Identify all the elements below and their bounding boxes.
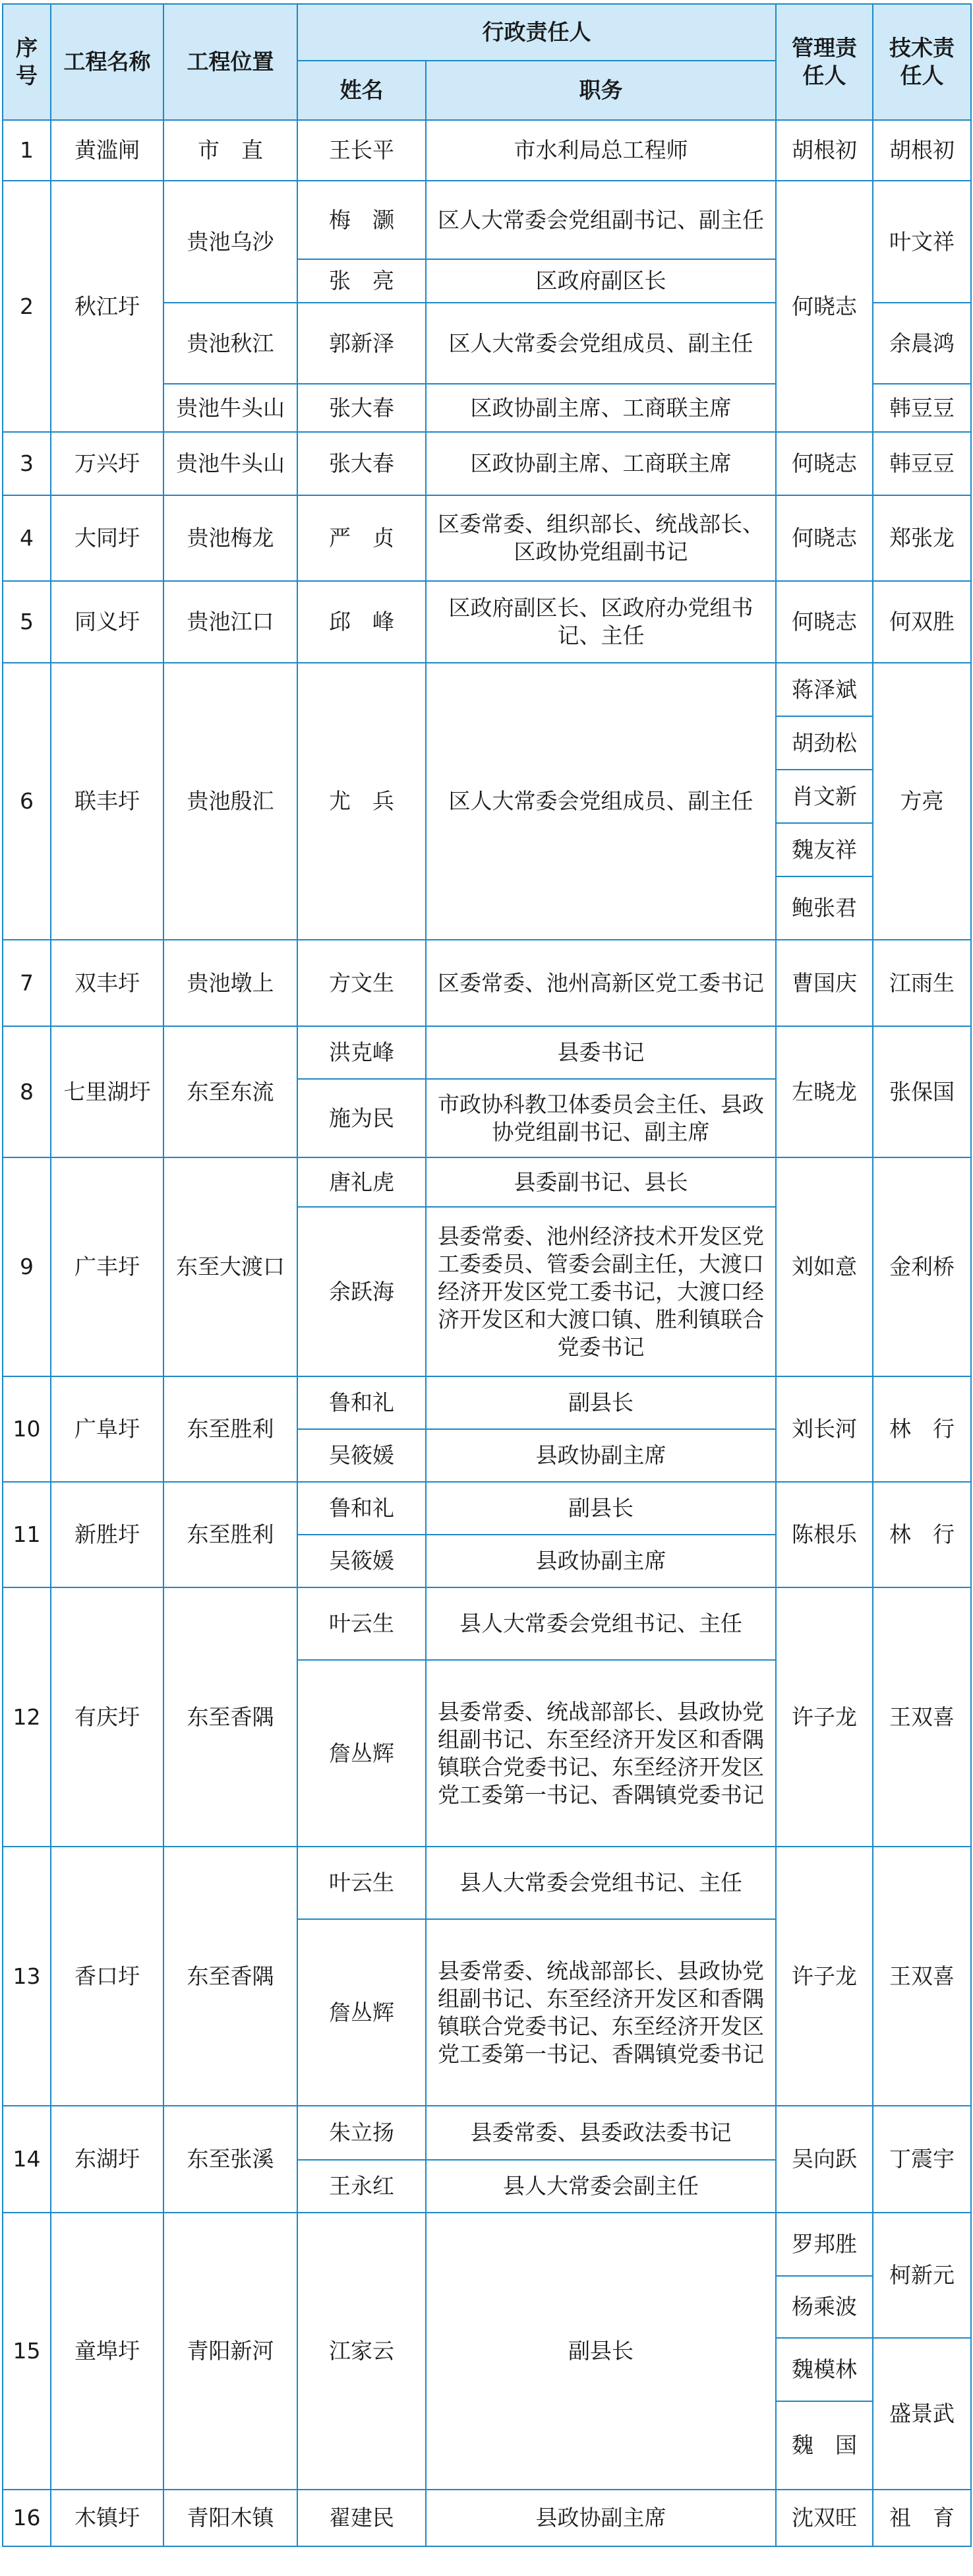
- cell-duty: 区政府副区长、区政府办党组书记、主任: [426, 581, 776, 663]
- cell-manager: 何晓志: [776, 581, 873, 663]
- cell-project-name: 东湖圩: [51, 2106, 163, 2213]
- cell-project-location: 贵池梅龙: [163, 495, 297, 581]
- cell-project-name: 万兴圩: [51, 432, 163, 495]
- cell-person-name: 叶云生: [297, 1847, 426, 1919]
- table-row: [3, 663, 971, 716]
- cell-person-name: 张 亮: [297, 259, 426, 303]
- cell-duty: 县人大常委会党组书记、主任: [426, 1847, 776, 1919]
- cell-person-name: 吴筱媛: [297, 1429, 426, 1482]
- cell-tech: 丁震宇: [873, 2106, 971, 2213]
- cell-manager: 魏 国: [776, 2401, 873, 2490]
- table-row: [3, 1157, 971, 1207]
- cell-manager: 罗邦胜: [776, 2213, 873, 2276]
- cell-manager: 杨乘波: [776, 2276, 873, 2338]
- cell-tech: 韩豆豆: [873, 432, 971, 495]
- cell-person-name: 王长平: [297, 120, 426, 181]
- cell-duty: 副县长: [426, 1482, 776, 1535]
- cell-person-name: 叶云生: [297, 1587, 426, 1660]
- cell-project-location: 贵池秋江: [163, 303, 297, 384]
- header-tech-responsible: 技术责任人: [873, 4, 971, 120]
- cell-tech: 余晨鸿: [873, 303, 971, 384]
- cell-project-location: 贵池墩上: [163, 940, 297, 1026]
- cell-manager: 蒋泽斌: [776, 663, 873, 716]
- cell-tech: 王双喜: [873, 1847, 971, 2106]
- cell-seq: 9: [3, 1157, 51, 1376]
- cell-manager: 曹国庆: [776, 940, 873, 1026]
- cell-person-name: 王永红: [297, 2160, 426, 2213]
- header-person-name: 姓名: [297, 61, 426, 120]
- cell-duty: 市水利局总工程师: [426, 120, 776, 181]
- cell-project-name: 双丰圩: [51, 940, 163, 1026]
- header-row: [3, 4, 971, 61]
- cell-duty: 县人大常委会副主任: [426, 2160, 776, 2213]
- cell-manager: 魏模林: [776, 2338, 873, 2401]
- cell-seq: 1: [3, 120, 51, 181]
- table-row: [3, 120, 971, 181]
- header-project-name: 工程名称: [51, 4, 163, 120]
- cell-project-name: 广丰圩: [51, 1157, 163, 1376]
- cell-project-name: 同义圩: [51, 581, 163, 663]
- cell-project-location: 青阳木镇: [163, 2490, 297, 2546]
- table-row: [3, 1026, 971, 1079]
- cell-duty: 区委常委、组织部长、统战部长、区政协党组副书记: [426, 495, 776, 581]
- cell-tech: 张保国: [873, 1026, 971, 1157]
- cell-duty: 副县长: [426, 1376, 776, 1429]
- cell-project-location: 东至香隅: [163, 1847, 297, 2106]
- cell-duty: 区政协副主席、工商联主席: [426, 432, 776, 495]
- cell-seq: 7: [3, 940, 51, 1026]
- cell-seq: 4: [3, 495, 51, 581]
- cell-seq: 8: [3, 1026, 51, 1157]
- table-row: [3, 181, 971, 259]
- cell-tech: 祖 育: [873, 2490, 971, 2546]
- cell-seq: 11: [3, 1482, 51, 1587]
- cell-person-name: 张大春: [297, 384, 426, 432]
- header-admin-responsible: 行政责任人: [297, 4, 776, 61]
- table-row: [3, 1587, 971, 1660]
- cell-manager: 胡劲松: [776, 716, 873, 770]
- cell-duty: 县委常委、统战部部长、县政协党组副书记、东至经济开发区和香隅镇联合党委书记、东至经济开发区党工委第一书记、香隅镇党委书记: [426, 1660, 776, 1847]
- cell-manager: 何晓志: [776, 495, 873, 581]
- cell-duty: 县委书记: [426, 1026, 776, 1079]
- cell-person-name: 江家云: [297, 2213, 426, 2490]
- cell-tech: 郑张龙: [873, 495, 971, 581]
- cell-project-name: 黄滥闸: [51, 120, 163, 181]
- cell-person-name: 严 贞: [297, 495, 426, 581]
- cell-project-name: 新胜圩: [51, 1482, 163, 1587]
- cell-manager: 沈双旺: [776, 2490, 873, 2546]
- table-row: [3, 2106, 971, 2160]
- cell-seq: 6: [3, 663, 51, 940]
- cell-duty: 县政协副主席: [426, 1535, 776, 1587]
- cell-duty: 县委常委、池州经济技术开发区党工委委员、管委会副主任，大渡口经济开发区党工委书记，大渡口经济开发区和大渡口镇、胜利镇联合党委书记: [426, 1207, 776, 1376]
- cell-manager: 许子龙: [776, 1587, 873, 1847]
- header-duty: 职务: [426, 61, 776, 120]
- table-row: [3, 495, 971, 581]
- cell-project-name: 香口圩: [51, 1847, 163, 2106]
- table-row: [3, 1376, 971, 1429]
- cell-manager: 许子龙: [776, 1847, 873, 2106]
- responsibility-table-container: [2, 3, 972, 2547]
- cell-seq: 15: [3, 2213, 51, 2490]
- cell-duty: 区委常委、池州高新区党工委书记: [426, 940, 776, 1026]
- cell-person-name: 洪克峰: [297, 1026, 426, 1079]
- cell-person-name: 吴筱媛: [297, 1535, 426, 1587]
- table-row: [3, 581, 971, 663]
- header-seq: 序号: [3, 4, 51, 120]
- cell-duty: 区政协副主席、工商联主席: [426, 384, 776, 432]
- cell-manager: 肖文新: [776, 770, 873, 823]
- table-row: [3, 1482, 971, 1535]
- header-manager-responsible: 管理责任人: [776, 4, 873, 120]
- table-row: [3, 1847, 971, 1919]
- cell-seq: 16: [3, 2490, 51, 2546]
- cell-tech: 何双胜: [873, 581, 971, 663]
- cell-manager: 鲍张君: [776, 876, 873, 940]
- cell-project-name: 木镇圩: [51, 2490, 163, 2546]
- cell-tech: 柯新元: [873, 2213, 971, 2338]
- cell-project-name: 有庆圩: [51, 1587, 163, 1847]
- table-row: [3, 432, 971, 495]
- cell-manager: 刘长河: [776, 1376, 873, 1482]
- cell-seq: 13: [3, 1847, 51, 2106]
- cell-duty: 县委副书记、县长: [426, 1157, 776, 1207]
- cell-person-name: 尤 兵: [297, 663, 426, 940]
- cell-tech: 胡根初: [873, 120, 971, 181]
- cell-project-location: 东至东流: [163, 1026, 297, 1157]
- cell-project-name: 联丰圩: [51, 663, 163, 940]
- cell-person-name: 朱立扬: [297, 2106, 426, 2160]
- cell-person-name: 施为民: [297, 1079, 426, 1157]
- cell-project-location: 贵池牛头山: [163, 384, 297, 432]
- cell-manager: 胡根初: [776, 120, 873, 181]
- cell-seq: 2: [3, 181, 51, 432]
- cell-project-location: 东至张溪: [163, 2106, 297, 2213]
- cell-duty: 副县长: [426, 2213, 776, 2490]
- cell-duty: 区人大常委会党组成员、副主任: [426, 303, 776, 384]
- cell-manager: 陈根乐: [776, 1482, 873, 1587]
- cell-project-location: 东至大渡口: [163, 1157, 297, 1376]
- cell-seq: 3: [3, 432, 51, 495]
- cell-person-name: 詹丛辉: [297, 1919, 426, 2106]
- cell-tech: 方亮: [873, 663, 971, 940]
- cell-project-location: 贵池乌沙: [163, 181, 297, 303]
- cell-manager: 何晓志: [776, 432, 873, 495]
- table-body: [3, 120, 971, 2546]
- cell-project-location: 贵池江口: [163, 581, 297, 663]
- cell-seq: 10: [3, 1376, 51, 1482]
- cell-project-name: 童埠圩: [51, 2213, 163, 2490]
- cell-manager: 左晓龙: [776, 1026, 873, 1157]
- cell-person-name: 张大春: [297, 432, 426, 495]
- cell-person-name: 唐礼虎: [297, 1157, 426, 1207]
- table-row: [3, 2490, 971, 2546]
- cell-duty: 县政协副主席: [426, 2490, 776, 2546]
- cell-tech: 金利桥: [873, 1157, 971, 1376]
- cell-tech: 江雨生: [873, 940, 971, 1026]
- cell-project-location: 东至胜利: [163, 1482, 297, 1587]
- cell-manager: 何晓志: [776, 181, 873, 432]
- cell-duty: 市政协科教卫体委员会主任、县政协党组副书记、副主席: [426, 1079, 776, 1157]
- cell-project-location: 贵池殷汇: [163, 663, 297, 940]
- cell-project-location: 青阳新河: [163, 2213, 297, 2490]
- cell-project-name: 秋江圩: [51, 181, 163, 432]
- cell-duty: 县委常委、县委政法委书记: [426, 2106, 776, 2160]
- cell-duty: 县委常委、统战部部长、县政协党组副书记、东至经济开发区和香隅镇联合党委书记、东至经济开发区党工委第一书记、香隅镇党委书记: [426, 1919, 776, 2106]
- cell-duty: 区人大常委会党组成员、副主任: [426, 663, 776, 940]
- cell-project-name: 广阜圩: [51, 1376, 163, 1482]
- responsibility-table: [2, 3, 972, 2547]
- cell-project-location: 东至香隅: [163, 1587, 297, 1847]
- cell-person-name: 鲁和礼: [297, 1482, 426, 1535]
- cell-person-name: 郭新泽: [297, 303, 426, 384]
- cell-duty: 县政协副主席: [426, 1429, 776, 1482]
- cell-tech: 林 行: [873, 1376, 971, 1482]
- cell-seq: 12: [3, 1587, 51, 1847]
- cell-duty: 区人大常委会党组副书记、副主任: [426, 181, 776, 259]
- cell-person-name: 鲁和礼: [297, 1376, 426, 1429]
- cell-duty: 区政府副区长: [426, 259, 776, 303]
- cell-project-name: 大同圩: [51, 495, 163, 581]
- cell-project-location: 贵池牛头山: [163, 432, 297, 495]
- cell-person-name: 方文生: [297, 940, 426, 1026]
- cell-project-location: 市 直: [163, 120, 297, 181]
- header-project-location: 工程位置: [163, 4, 297, 120]
- cell-tech: 林 行: [873, 1482, 971, 1587]
- cell-tech: 王双喜: [873, 1587, 971, 1847]
- cell-duty: 县人大常委会党组书记、主任: [426, 1587, 776, 1660]
- table-row: [3, 2213, 971, 2276]
- cell-person-name: 邱 峰: [297, 581, 426, 663]
- cell-seq: 5: [3, 581, 51, 663]
- cell-seq: 14: [3, 2106, 51, 2213]
- cell-person-name: 余跃海: [297, 1207, 426, 1376]
- cell-project-location: 东至胜利: [163, 1376, 297, 1482]
- cell-tech: 叶文祥: [873, 181, 971, 303]
- cell-tech: 盛景武: [873, 2338, 971, 2490]
- cell-person-name: 翟建民: [297, 2490, 426, 2546]
- cell-tech: 韩豆豆: [873, 384, 971, 432]
- cell-person-name: 詹丛辉: [297, 1660, 426, 1847]
- cell-manager: 吴向跃: [776, 2106, 873, 2213]
- cell-person-name: 梅 灏: [297, 181, 426, 259]
- cell-project-name: 七里湖圩: [51, 1026, 163, 1157]
- cell-manager: 魏友祥: [776, 823, 873, 876]
- cell-manager: 刘如意: [776, 1157, 873, 1376]
- table-row: [3, 940, 971, 1026]
